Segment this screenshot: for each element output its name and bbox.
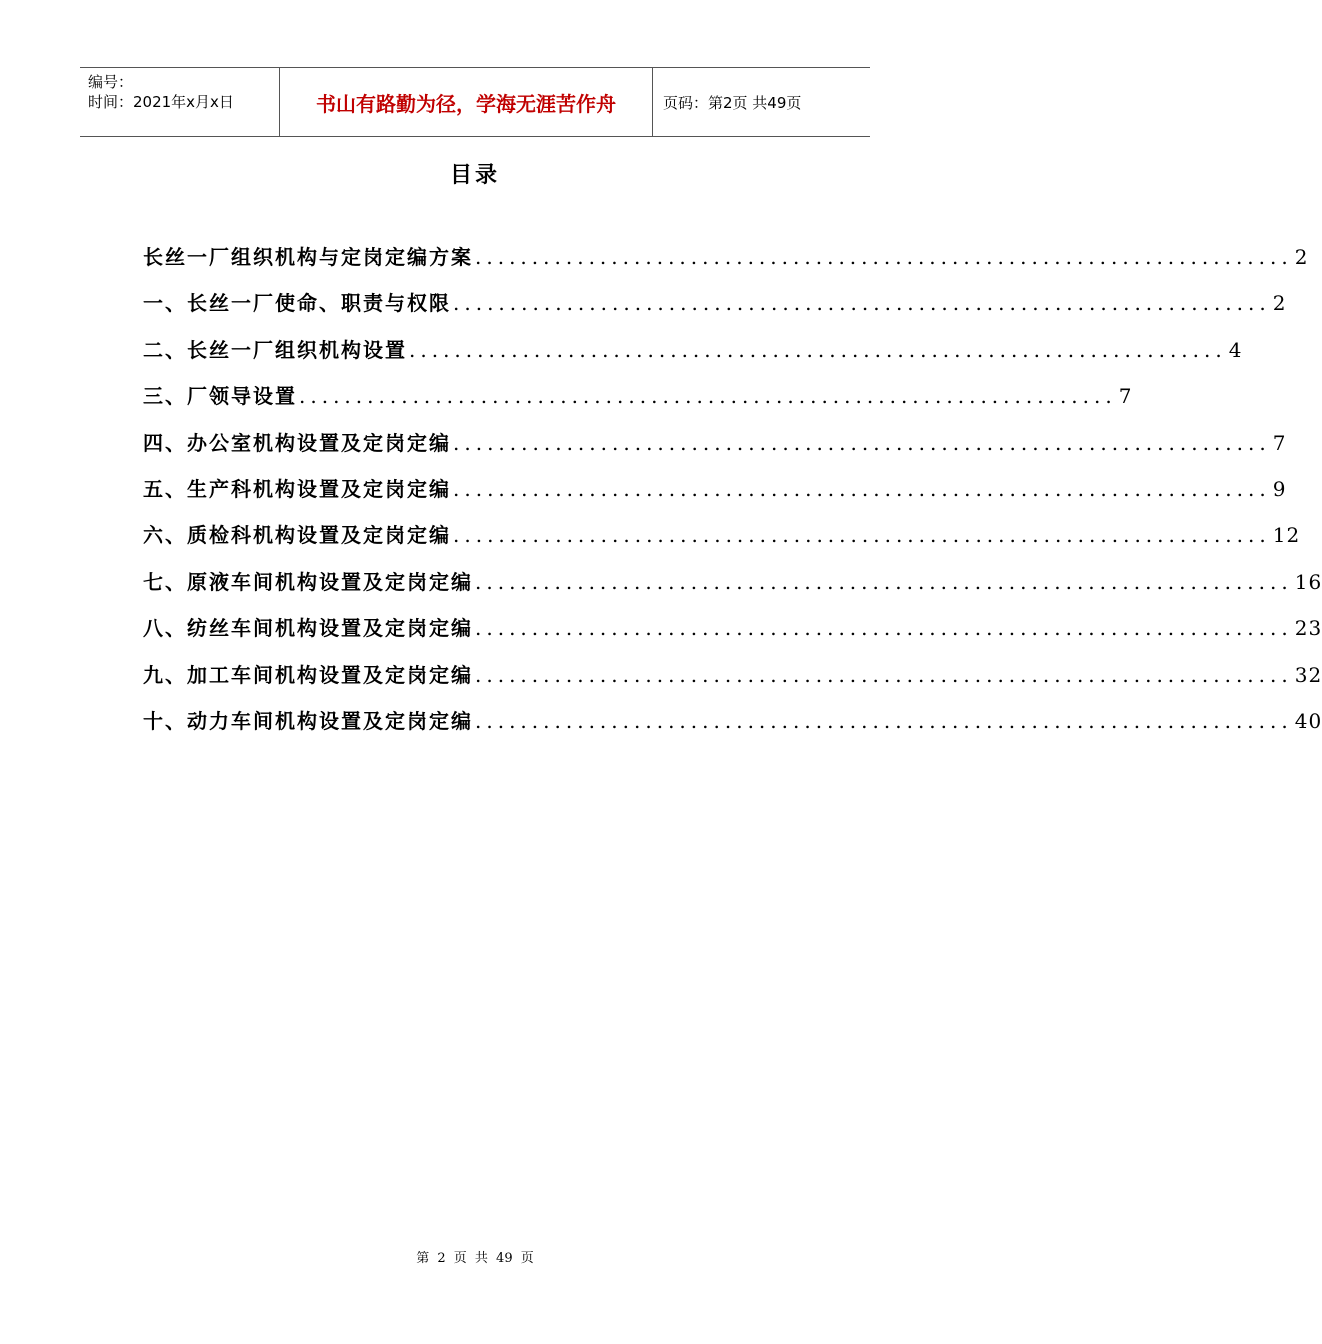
header-motto: 书山有路勤为径，学海无涯苦作舟 <box>280 68 653 136</box>
toc-dot-leader: ........................................................................ <box>475 616 1293 641</box>
toc-entry-label: 一、长丝一厂使命、职责与权限 <box>143 291 451 316</box>
toc-dot-leader: ........................................................................ <box>453 291 1271 316</box>
toc-entry[interactable] <box>143 659 1322 705</box>
toc-entry-page: 16 <box>1294 569 1322 594</box>
toc-entry-page: 9 <box>1272 476 1287 501</box>
toc-entry[interactable] <box>143 241 1309 287</box>
toc-entry-page: 32 <box>1294 662 1322 687</box>
header-meta <box>80 68 280 136</box>
header-page-info: 页码：第2页 共49页 <box>663 93 802 112</box>
toc-entry[interactable] <box>143 612 1322 658</box>
toc-entry-label: 四、办公室机构设置及定岗定编 <box>143 430 451 455</box>
toc-title: 目录 <box>449 162 500 188</box>
toc-entry[interactable] <box>143 334 1243 380</box>
page-header <box>80 67 870 137</box>
toc-entry-page: 4 <box>1228 337 1243 362</box>
toc-dot-leader: ........................................................................ <box>453 430 1271 455</box>
toc-dot-leader: ........................................................................ <box>475 569 1293 594</box>
toc-entry[interactable] <box>143 380 1133 426</box>
toc-dot-leader: ........................................................................ <box>475 708 1293 733</box>
page-footer: 第 2 页 共 49 页 <box>416 1251 534 1266</box>
toc-dot-leader: ........................................................................ <box>475 245 1293 269</box>
toc-entry-label: 五、生产科机构设置及定岗定编 <box>143 476 451 501</box>
table-of-contents <box>143 241 1322 751</box>
toc-entry-label: 八、纺丝车间机构设置及定岗定编 <box>143 616 473 641</box>
toc-dot-leader: ........................................................................ <box>453 523 1271 548</box>
toc-entry-label: 三、厂领导设置 <box>143 384 297 409</box>
toc-entry-page: 7 <box>1272 430 1287 455</box>
toc-entry[interactable] <box>143 566 1322 612</box>
toc-entry-label: 十、动力车间机构设置及定岗定编 <box>143 708 473 733</box>
toc-dot-leader: ........................................................................ <box>409 337 1227 362</box>
toc-entry[interactable] <box>143 519 1301 565</box>
document-date: 时间：2021年x月x日 <box>88 93 234 111</box>
toc-entry-label: 七、原液车间机构设置及定岗定编 <box>143 569 473 594</box>
toc-entry-page: 7 <box>1118 384 1133 409</box>
toc-dot-leader: ........................................................................ <box>475 662 1293 687</box>
toc-entry-label: 长丝一厂组织机构与定岗定编方案 <box>143 245 473 269</box>
toc-entry[interactable] <box>143 287 1287 333</box>
toc-entry-label: 二、长丝一厂组织机构设置 <box>143 337 407 362</box>
toc-entry-page: 40 <box>1294 708 1322 733</box>
toc-entry-page: 2 <box>1272 291 1287 316</box>
toc-entry[interactable] <box>143 473 1287 519</box>
toc-entry-label: 六、质检科机构设置及定岗定编 <box>143 523 451 548</box>
toc-entry[interactable] <box>143 705 1322 751</box>
toc-entry-page: 23 <box>1294 616 1322 641</box>
toc-entry[interactable] <box>143 427 1287 473</box>
toc-dot-leader: ........................................................................ <box>453 476 1271 501</box>
toc-entry-page: 2 <box>1294 245 1309 269</box>
document-number-label: 编号： <box>88 73 134 91</box>
toc-entry-label: 九、加工车间机构设置及定岗定编 <box>143 662 473 687</box>
toc-entry-page: 12 <box>1272 523 1301 548</box>
toc-dot-leader: ........................................................................ <box>299 384 1117 409</box>
